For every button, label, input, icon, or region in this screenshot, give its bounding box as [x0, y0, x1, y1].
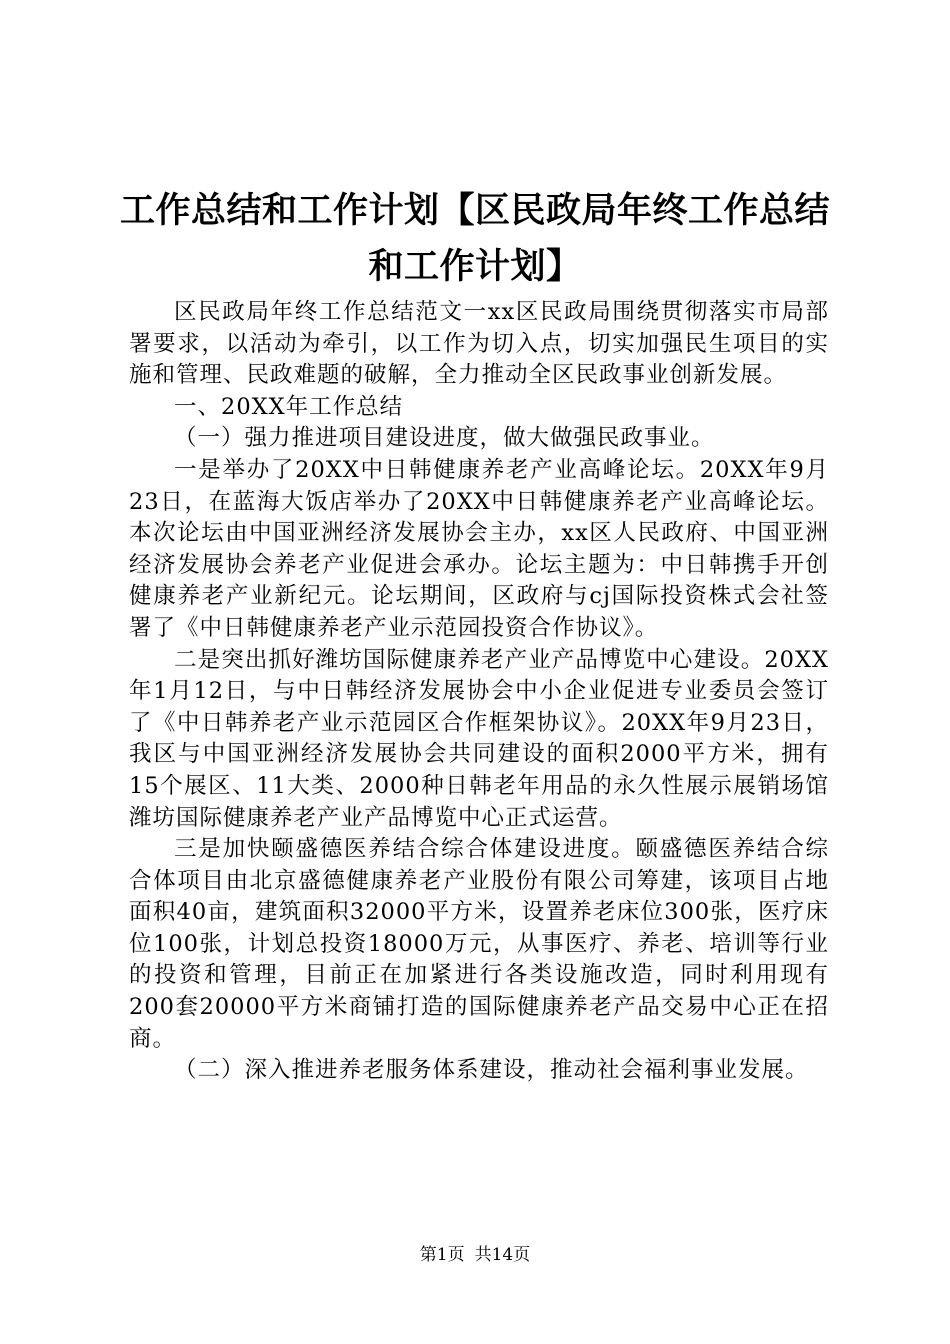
subsection-heading: （一）强力推进项目建设进度，做大做强民政事业。	[174, 425, 715, 452]
subsection-heading-2: （二）深入推进养老服务体系建设，推动社会福利事业发展。	[174, 1057, 809, 1084]
document-title: 工作总结和工作计划【区民政局年终工作总结和工作计划】	[119, 191, 830, 287]
page-footer	[0, 1244, 950, 1266]
section-heading: 一、20XX年工作总结	[174, 393, 404, 420]
document-body	[129, 297, 829, 1087]
page-number: 第1页	[419, 1245, 465, 1265]
page-total: 共14页	[474, 1245, 531, 1265]
paragraph-item-3: 三是加快颐盛德医养结合综合体建设进度。颐盛德医养结合综合体项目由北京盛德健康养老产业股份有限公司筹建，该项目占地面积40亩，建筑面积32000平方米，设置养老床位300张，医疗床位100张，计划总投资18000万元，从事医疗、养老、培训等行业的投资和管理，目前正在加紧进行各类设施改造，同时利用现有200套20000平方米商铺打造的国际健康养老产品交易中心正在招商。	[129, 836, 829, 1052]
paragraph-item-2: 二是突出抓好潍坊国际健康养老产业产品博览中心建设。20XX年1月12日，与中日韩经济发展协会中小企业促进专业委员会签订了《中日韩养老产业示范园区合作框架协议》。20XX年9月23日，我区与中国亚洲经济发展协会共同建设的面积2000平方米，拥有15个展区、11大类、2000种日韩老年用品的永久性展示展销场馆潍坊国际健康养老产业产品博览中心正式运营。	[129, 646, 829, 831]
paragraph-item-1: 一是举办了20XX中日韩健康养老产业高峰论坛。20XX年9月23日，在蓝海大饭店举办了20XX中日韩健康养老产业高峰论坛。本次论坛由中国亚洲经济发展协会主办，xx区人民政府、中国亚洲经济发展协会养老产业促进会承办。论坛主题为：中日韩携手开创健康养老产业新纪元。论坛期间，区政府与cj国际投资株式会社签署了《中日韩健康养老产业示范园投资合作协议》。	[129, 456, 829, 641]
paragraph-intro: 区民政局年终工作总结范文一xx区民政局围绕贯彻落实市局部署要求，以活动为牵引，以工作为切入点，切实加强民生项目的实施和管理、民政难题的破解，全力推动全区民政事业创新发展。	[129, 299, 829, 389]
